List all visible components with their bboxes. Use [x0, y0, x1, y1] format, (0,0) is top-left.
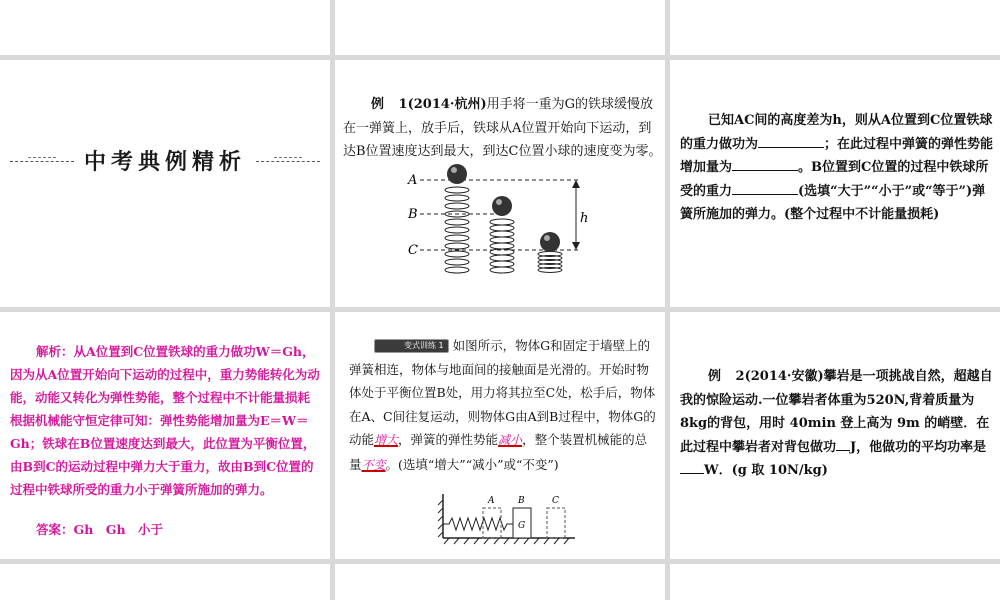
title-right-dash	[256, 161, 320, 162]
spring-ball-figure	[400, 160, 630, 275]
example-2-source: (2014·安徽)	[744, 369, 824, 384]
ball-1	[447, 164, 467, 184]
example-2-number: 2	[735, 369, 745, 384]
section-title: 中考典例精析	[84, 149, 247, 175]
variant-fill-2: 减小	[498, 433, 523, 447]
example-2-text-2: J，他做功的平均功率是	[850, 439, 987, 455]
example-2-text-3: W．(g 取 10N/kg)	[704, 463, 828, 478]
panel-top-left	[0, 0, 330, 55]
spring-3	[538, 252, 562, 273]
example-1-number: 1	[398, 97, 408, 112]
blank-work	[836, 436, 850, 451]
spring-horizontal	[443, 518, 513, 530]
variant-fill-1: 增大	[374, 433, 399, 447]
height-arrow-top	[572, 180, 580, 188]
title-left-dash	[10, 161, 74, 162]
answer-line	[36, 518, 163, 541]
ball-2-highlight	[496, 199, 502, 205]
variant-fill-3: 不变	[361, 457, 386, 472]
question-part-2: ；在此过程中弹簧的弹性势能增加量为	[680, 136, 994, 175]
ball-2	[492, 196, 512, 216]
spring-1	[445, 187, 469, 273]
question-part-1: 已知AC间的高度差为h，则从A位置到C位置铁球的重力做功为	[680, 113, 993, 152]
panel-top-right	[670, 0, 1000, 55]
variant-label-c: C	[552, 496, 559, 506]
figure-label-b: B	[408, 207, 418, 222]
height-arrow-bottom	[572, 242, 580, 250]
blank-gravity-work	[758, 133, 824, 148]
example-1-body: 用手将一重为G的铁球缓慢放在一弹簧上，放手后，铁球从A位置开始向下运动，到达B位置速度达到最大，到达C位置小球的速度变为零。	[343, 97, 662, 159]
example-2-text	[680, 365, 996, 483]
variant-label-b: B	[518, 496, 525, 506]
spring-2	[490, 219, 514, 273]
analysis-text	[10, 340, 322, 501]
variant-text-3: ，整个装置机械能的总量	[349, 432, 648, 472]
blank-elastic-energy	[732, 156, 798, 171]
analysis-body: 从A位置到C位置铁球的重力做功W＝Gh，因为从A位置开始向下运动的过程中，重力势能转化为动能，动能又转化为弹性势能，整个过程中不计能量损耗根据机械能守恒定律可知：弹性势能增加量为E＝W＝Gh；铁球在B位置速度达到最大，此位置为平衡位置，由B到C的运动过程中弹力大于重力，故由B到C位置的过程中铁球所受的重力小于弹簧所施加的弹力。	[10, 344, 320, 497]
ball-3	[540, 232, 560, 252]
variant-text-1: 如图所示，物体G和固定于墙壁上的弹簧相连，物体与地面间的接触面是光滑的。开始时物体处于平衡位置B处，用力将其拉至C处，松手后，物体在A、C间往复运动，则物体G由A到B过程中，物体G的动能	[349, 338, 656, 447]
panel-bottom-middle	[335, 564, 665, 600]
variant-text	[349, 334, 659, 477]
panel-bottom-left	[0, 564, 330, 600]
question-part-4: (选填“大于”“小于”或“等于”)弹簧所施加的弹力。(整个过程中不计能量损耗)	[680, 183, 986, 222]
ball-3-highlight	[544, 235, 550, 241]
panel-top-middle	[335, 0, 665, 55]
panel-example-1-question	[670, 60, 1000, 307]
example-1-label: 例	[371, 97, 385, 112]
ball-1-highlight	[451, 167, 457, 173]
panel-section-title	[0, 60, 330, 307]
figure-label-h: h	[580, 211, 589, 226]
panel-example-1	[335, 60, 665, 307]
spring-block-figure	[435, 490, 585, 550]
section-title-banner	[10, 140, 320, 180]
figure-label-c: C	[408, 243, 418, 258]
example-1-source: (2014·杭州)	[407, 97, 487, 112]
panel-bottom-right	[670, 564, 1000, 600]
question-part-3: 。B位置到C位置的过程中铁球所受的重力	[680, 160, 989, 199]
variant-badge: 变式训练 1	[374, 339, 449, 353]
example-2-label: 例	[708, 369, 722, 384]
example-1-text	[343, 93, 663, 164]
analysis-label: 解析：	[36, 344, 74, 359]
position-c-box	[547, 508, 565, 538]
panel-variant-training	[335, 312, 665, 559]
blank-compare	[732, 180, 798, 195]
example-1-question	[680, 109, 995, 227]
blank-power	[680, 459, 704, 474]
figure-label-a: A	[408, 173, 418, 188]
variant-text-2: ，弹簧的弹性势能	[398, 432, 499, 447]
variant-label-g: G	[518, 521, 526, 531]
answer-value: Gh Gh 小于	[73, 522, 164, 537]
variant-label-a: A	[488, 496, 495, 506]
panel-analysis	[0, 312, 330, 559]
ground-hatch	[444, 538, 569, 544]
variant-text-4: 。(选填“增大”“减小”或“不变”)	[385, 456, 559, 472]
answer-label: 答案：	[36, 522, 74, 537]
panel-example-2	[670, 312, 1000, 559]
example-2-text-1: 攀岩是一项挑战自然，超越自我的惊险运动.一位攀岩者体重为520N,背着质量为8kg的背包，用时 40min 登上高为 9m 的峭壁．在此过程中攀岩者对背包做功	[680, 369, 993, 455]
